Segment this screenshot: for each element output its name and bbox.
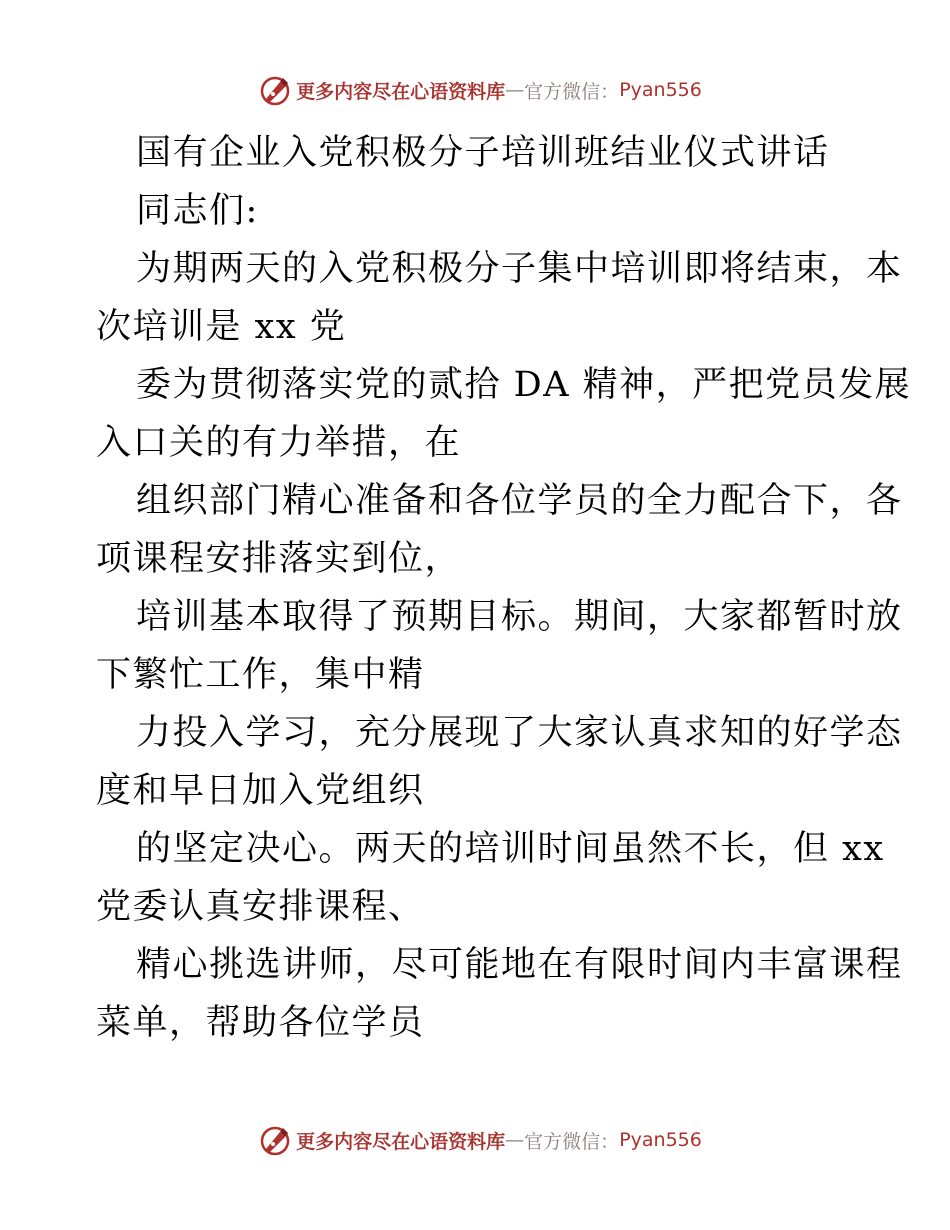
paragraph-line: 精心挑选讲师，尽可能地在有限时间内丰富课程 [136, 945, 903, 985]
paragraph-line: 的坚定决心。两天的培训时间虽然不长，但 xx [136, 829, 885, 869]
paragraph-line: 党委认真安排课程、 [96, 887, 425, 927]
header-banner-sub-text: 官方微信： [524, 80, 620, 103]
paragraph-line: 入口关的有力举措，在 [96, 423, 462, 463]
footer-banner-sub-text: 官方微信： [524, 1130, 620, 1153]
paragraph-line: 力投入学习，充分展现了大家认真求知的好学态 [136, 713, 903, 753]
header-banner [0, 70, 950, 110]
paragraph-line: 委为贯彻落实党的贰拾 DA 精神，严把党员发展 [136, 365, 912, 405]
footer-banner-dash: — [505, 1129, 525, 1151]
paragraph-line: 为期两天的入党积极分子集中培训即将结束，本 [136, 249, 903, 289]
header-banner-content [258, 73, 702, 107]
header-banner-main-text: 更多内容尽在心语资料库 [296, 80, 506, 103]
paragraph-line: 下繁忙工作，集中精 [96, 655, 425, 695]
paragraph-line: 项课程安排落实到位， [96, 539, 462, 579]
header-banner-dash: — [505, 79, 525, 101]
paragraph-line: 培训基本取得了预期目标。期间，大家都暂时放 [136, 597, 903, 637]
footer-banner-main-text: 更多内容尽在心语资料库 [296, 1130, 506, 1153]
paragraph-line: 组织部门精心准备和各位学员的全力配合下，各 [136, 481, 903, 521]
footer-banner-content [258, 1123, 702, 1157]
header-banner-id: Pyan556 [619, 79, 702, 101]
paragraph-line: 菜单，帮助各位学员 [96, 1003, 425, 1043]
pen-nib-logo-icon [258, 73, 292, 107]
pen-nib-logo-icon [258, 1123, 292, 1157]
paragraph-line: 次培训是 xx 党 [96, 307, 347, 347]
document-title: 国有企业入党积极分子培训班结业仪式讲话 [136, 133, 830, 173]
footer-banner-id: Pyan556 [619, 1129, 702, 1151]
footer-banner [0, 1120, 950, 1160]
document-body [96, 124, 912, 1052]
paragraph-line: 度和早日加入党组织 [96, 771, 425, 811]
document-salutation: 同志们: [136, 191, 259, 231]
